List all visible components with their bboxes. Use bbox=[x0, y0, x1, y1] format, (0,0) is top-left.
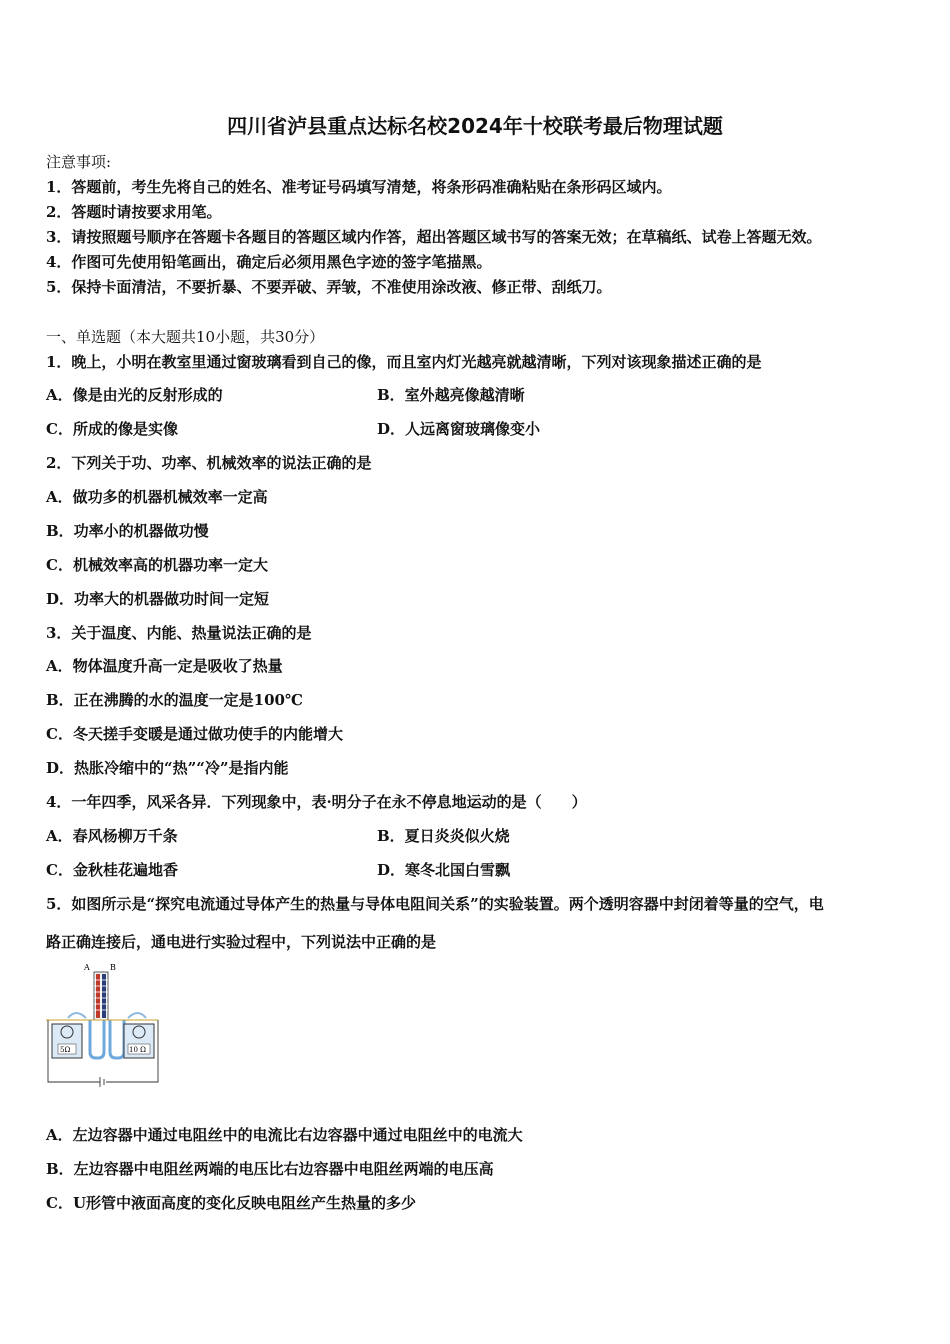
question-1-option-d: D．人远离窗玻璃像变小 bbox=[377, 420, 541, 438]
section-heading: 一、单选题（本大题共10小题，共30分） bbox=[46, 328, 325, 346]
note-item-5: 5．保持卡面清洁，不要折暴、不要弄破、弄皱，不准使用涂改液、修正带、刮纸刀。 bbox=[46, 278, 612, 296]
right-resistor-label: 10 Ω bbox=[129, 1046, 146, 1054]
question-5-stem-line1: 5．如图所示是“探究电流通过导体产生的热量与导体电阻间关系”的实验装置。两个透明容器中封闭着等量的空气，电 bbox=[46, 895, 824, 913]
question-1-stem: 1．晚上，小明在教室里通过窗玻璃看到自己的像，而且室内灯光越亮就越清晰，下列对该现象描述正确的是 bbox=[46, 353, 762, 371]
left-container bbox=[52, 1024, 82, 1058]
question-3-option-a: A．物体温度升高一定是吸收了热量 bbox=[46, 657, 283, 675]
question-4-option-a: A．春风杨柳万千条 bbox=[46, 827, 178, 845]
question-1-option-c: C．所成的像是实像 bbox=[46, 420, 178, 438]
question-1-option-b: B．室外越亮像越清晰 bbox=[377, 386, 525, 404]
note-item-2: 2．答题时请按要求用笔。 bbox=[46, 203, 222, 221]
question-2-option-d: D．功率大的机器做功时间一定短 bbox=[46, 590, 270, 608]
left-resistor-label: 5Ω bbox=[60, 1046, 71, 1054]
question-2-option-a: A．做功多的机器机械效率一定高 bbox=[46, 488, 268, 506]
question-3-option-d: D．热胀冷缩中的“热”“冷”是指内能 bbox=[46, 759, 289, 777]
question-3-stem: 3．关于温度、内能、热量说法正确的是 bbox=[46, 624, 312, 642]
question-5-stem-line2: 路正确连接后，通电进行实验过程中，下列说法中正确的是 bbox=[46, 933, 437, 951]
question-4-stem: 4．一年四季，风采各异．下列现象中，表·明分子在永不停息地运动的是（ ） bbox=[46, 793, 587, 811]
note-item-1: 1．答题前，考生先将自己的姓名、准考证号码填写清楚，将条形码准确粘贴在条形码区域内。 bbox=[46, 178, 672, 196]
u-tube-scale bbox=[94, 972, 108, 1020]
question-2-option-b: B．功率小的机器做功慢 bbox=[46, 522, 209, 540]
note-item-4: 4．作图可先使用铅笔画出，确定后必须用黑色字迹的签字笔描黑。 bbox=[46, 253, 492, 271]
question-2-option-c: C．机械效率高的机器功率一定大 bbox=[46, 556, 268, 574]
question-2-stem: 2．下列关于功、功率、机械效率的说法正确的是 bbox=[46, 454, 372, 472]
question-1-option-a: A．像是由光的反射形成的 bbox=[46, 386, 223, 404]
note-item-3: 3．请按照题号顺序在答题卡各题目的答题区域内作答，超出答题区域书写的答案无效；在草稿纸、试卷上答题无效。 bbox=[46, 228, 822, 246]
question-4-option-b: B．夏日炎炎似火烧 bbox=[377, 827, 510, 845]
question-5-option-b: B．左边容器中电阻丝两端的电压比右边容器中电阻丝两端的电压高 bbox=[46, 1160, 494, 1178]
figure-label-b: B bbox=[110, 963, 116, 972]
right-container bbox=[124, 1024, 154, 1058]
question-5-option-c: C．U形管中液面高度的变化反映电阻丝产生热量的多少 bbox=[46, 1194, 417, 1212]
question-4-option-c: C．金秋桂花遍地香 bbox=[46, 861, 178, 879]
figure-label-a: A bbox=[84, 963, 90, 972]
experiment-apparatus-figure bbox=[46, 960, 166, 1088]
notes-heading: 注意事项: bbox=[46, 153, 112, 171]
question-3-option-b: B．正在沸腾的水的温度一定是100℃ bbox=[46, 691, 303, 709]
page-title: 四川省泸县重点达标名校2024年十校联考最后物理试题 bbox=[227, 114, 723, 138]
question-3-option-c: C．冬天搓手变暖是通过做功使手的内能增大 bbox=[46, 725, 343, 743]
question-5-option-a: A．左边容器中通过电阻丝中的电流比右边容器中通过电阻丝中的电流大 bbox=[46, 1126, 523, 1144]
question-4-option-d: D．寒冬北国白雪飘 bbox=[377, 861, 511, 879]
